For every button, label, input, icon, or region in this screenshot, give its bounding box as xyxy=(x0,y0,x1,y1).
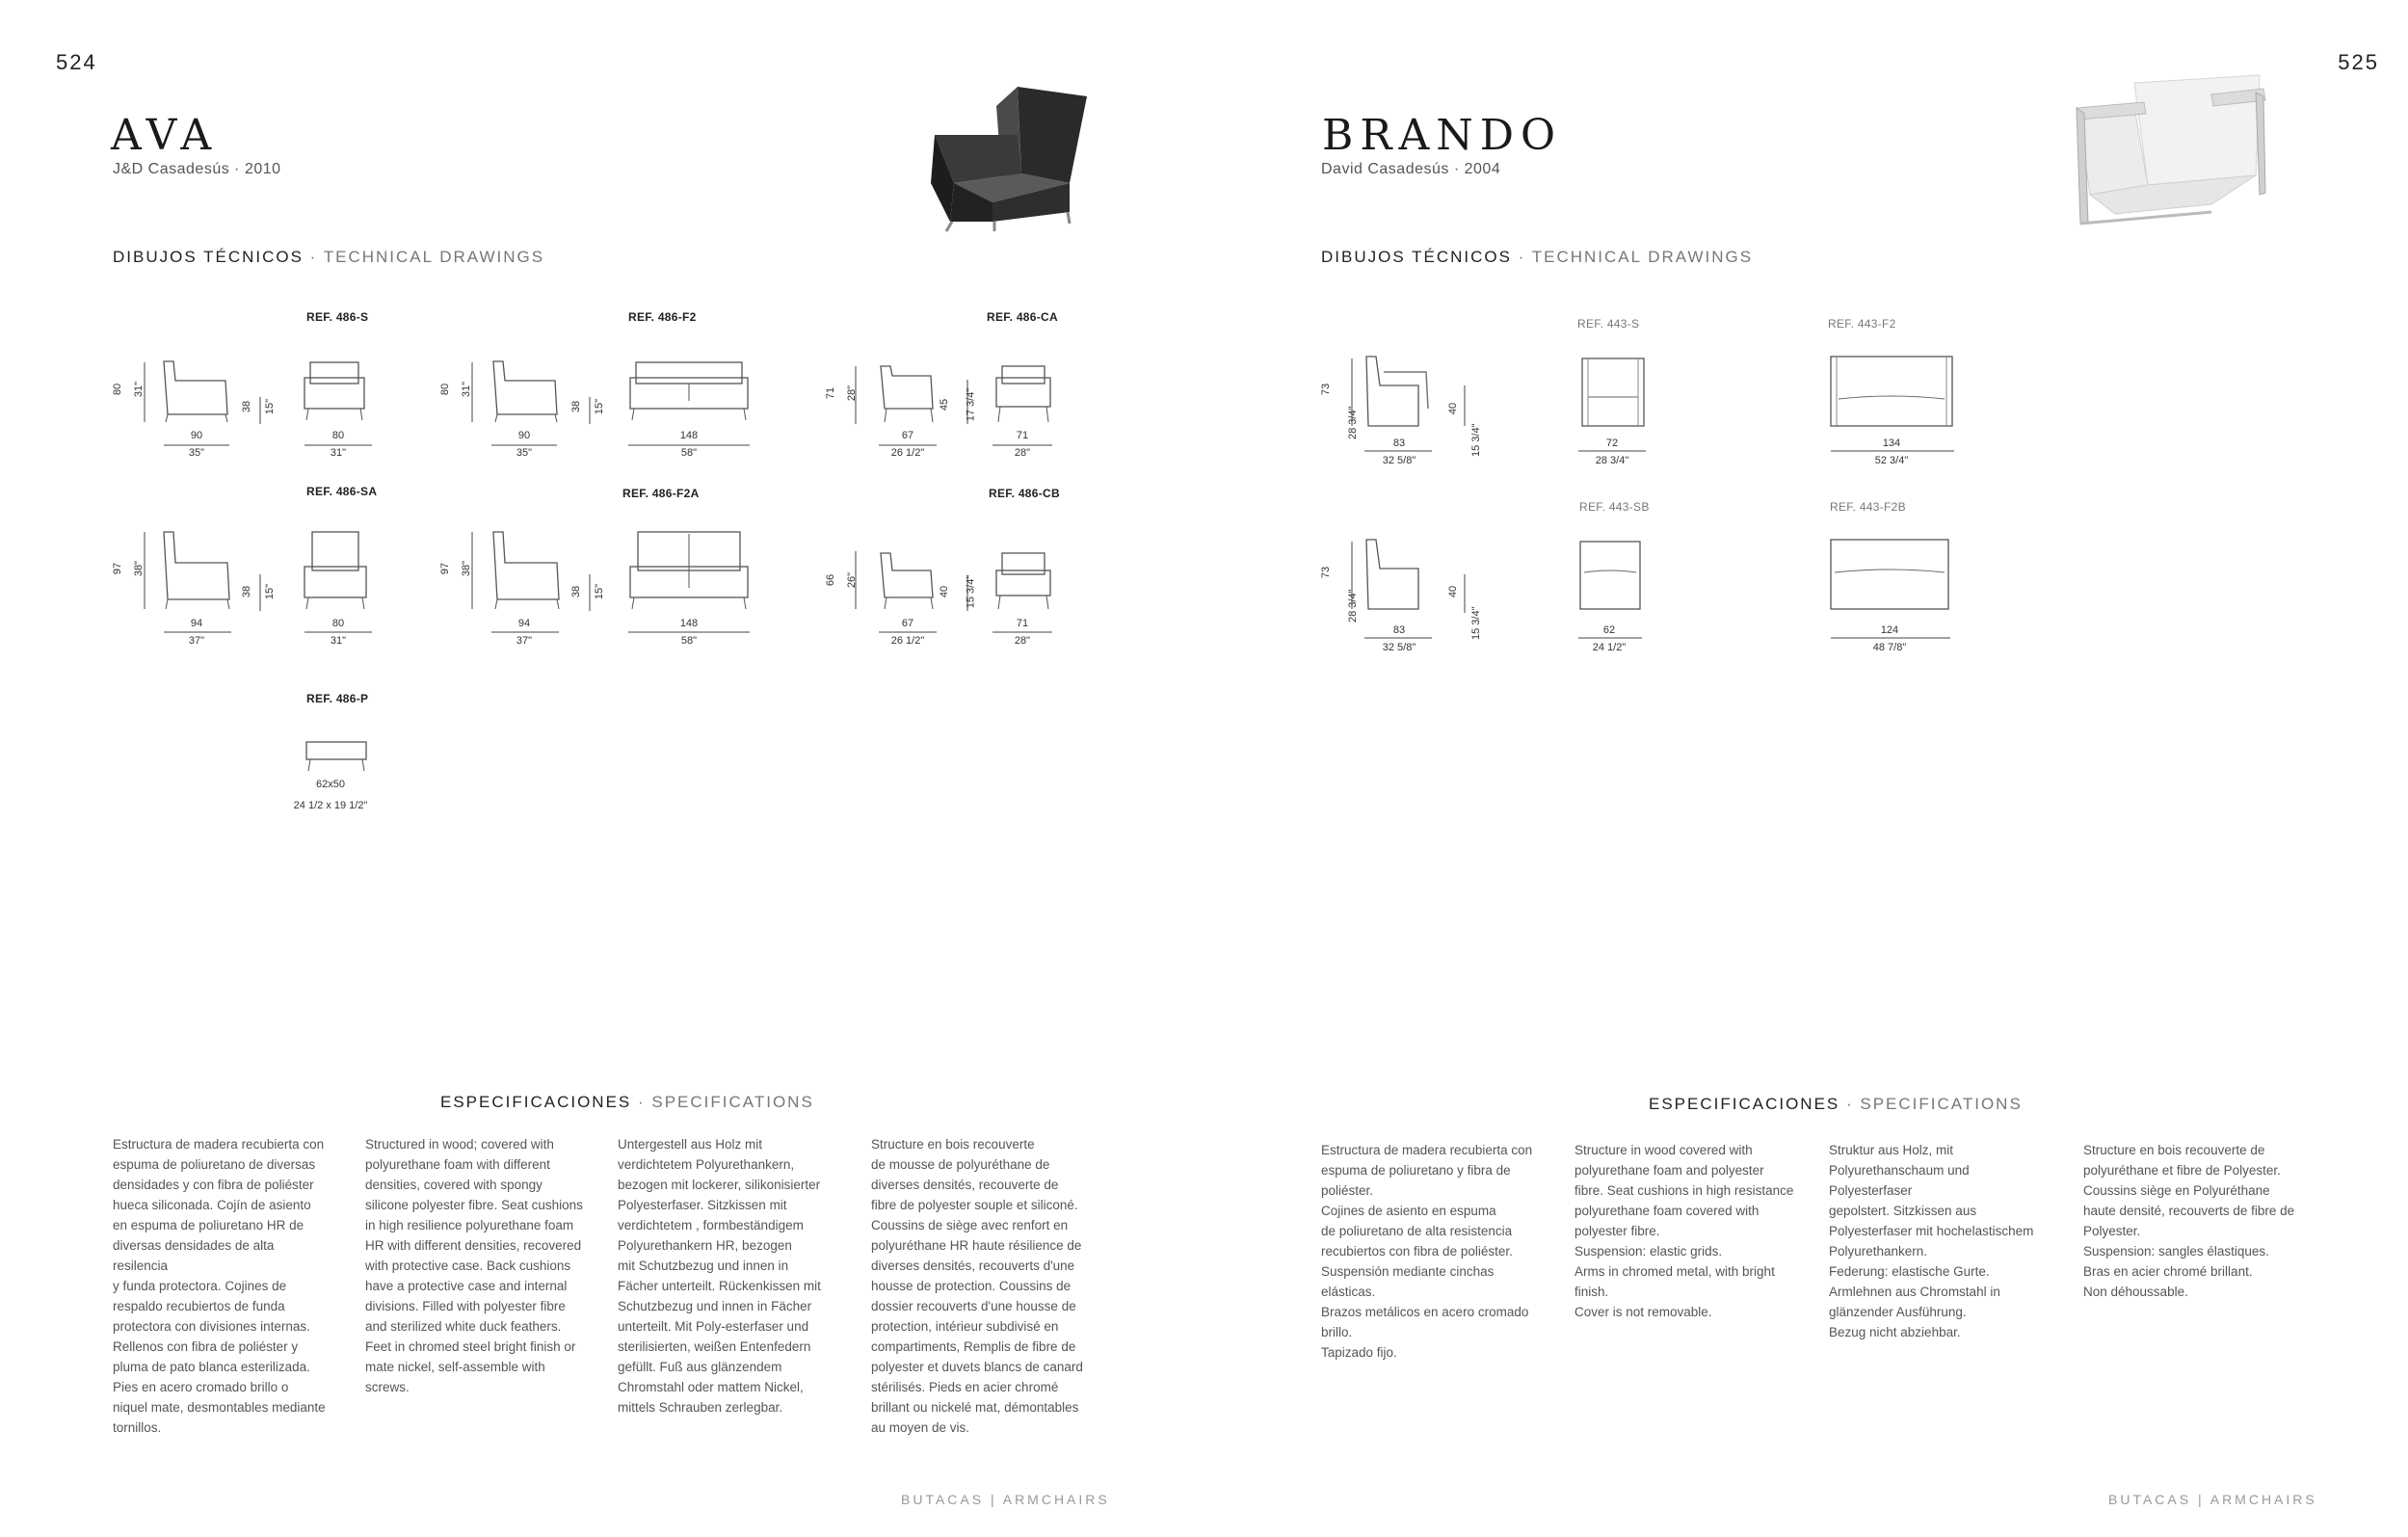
dim-486-cb-width-in: 26 1/2" xyxy=(890,635,925,647)
spec-column-en: Structure in wood covered with polyurethane foam and polyester fibre. Seat cushions in high resistance polyurethane foam covered with polyester fibre. Suspension: elastic grids. Arms in chromed metal, with bright finish. Cover is not removable. xyxy=(1574,1143,1794,1319)
dim-443-s-width-in: 28 3/4" xyxy=(1595,455,1629,466)
dim-486-sa-seat-height-in: 15" xyxy=(264,583,277,600)
dim-486-sa-seat-height: 38 xyxy=(241,585,253,598)
dim-486-ca-width: 67 xyxy=(901,430,914,441)
spec-column-es: Estructura de madera recubierta con espuma de poliuretano de diversas densidades y con fibra de poliéster hueca siliconada. Cojín de asiento en espuma de poliuretano HR de diversas densidades de alta resilencia y funda protectora. Cojines de respaldo recubiertos de funda protectora con divisiones internas. Rellenos con fibra de poliéster y pluma de pato blanca esterilizada. Pies en acero cromado brillo o niquel mate, desmontables mediante tornillos. xyxy=(113,1137,326,1435)
dim-486-s-seat-height-in: 15" xyxy=(264,398,277,415)
spec-column-de: Struktur aus Holz, mit Polyurethanschaum und Polyesterfaser gepolstert. Sitzkissen aus Polyesterfaser mit hochelastischem Polyurethankern. Federung: elastische Gurte. Armlehnen aus Chromstahl in glänzender Ausführung. Bezug nicht abziehbar. xyxy=(1829,1143,2034,1339)
right-page xyxy=(1204,0,2408,1537)
dim-486-sa-front-width: 80 xyxy=(331,618,345,629)
ref-486-f2: REF. 486-F2 xyxy=(628,310,697,324)
dim-486-f2-seat-height-in: 15" xyxy=(594,398,606,415)
dim-486-s-front-width: 80 xyxy=(331,430,345,441)
dim-486-ca-front-width: 71 xyxy=(1016,430,1029,441)
dim-486-cb-height: 66 xyxy=(825,573,837,587)
dim-486-f2a-width-in: 37" xyxy=(516,635,533,647)
dim-486-cb-front-width: 71 xyxy=(1016,618,1029,629)
ref-443-s: REF. 443-S xyxy=(1577,317,1640,331)
dim-486-sa-width: 94 xyxy=(190,618,203,629)
dim-486-ca-seat-height-in: 17 3/4" xyxy=(965,387,977,422)
specifications-separator: · xyxy=(1839,1095,1861,1113)
product-title: BRANDO xyxy=(1322,111,1563,160)
product-title: AVA xyxy=(111,111,219,160)
dim-486-ca-height-in: 28" xyxy=(846,384,859,402)
dim-486-f2-front-width-in: 58" xyxy=(680,447,698,459)
dim-486-f2-width: 90 xyxy=(517,430,531,441)
dim-486-f2a-height: 97 xyxy=(439,562,452,575)
dim-443-s-depth: 83 xyxy=(1392,437,1406,449)
dim-486-s-width: 90 xyxy=(190,430,203,441)
technical-drawings-secondary: TECHNICAL DRAWINGS xyxy=(323,248,545,266)
dim-443-sb-depth-in: 32 5/8" xyxy=(1382,642,1416,653)
dim-486-f2a-front-width-in: 58" xyxy=(680,635,698,647)
footer-section-label: BUTACAS | ARMCHAIRS xyxy=(901,1492,1110,1507)
product-subtitle: J&D Casadesús · 2010 xyxy=(113,161,281,177)
dim-486-s-height-in: 31" xyxy=(133,381,146,398)
ref-443-f2: REF. 443-F2 xyxy=(1828,317,1896,331)
dim-486-p-size-in: 24 1/2 x 19 1/2" xyxy=(293,800,368,811)
ref-486-s: REF. 486-S xyxy=(306,310,369,324)
dim-443-sb-depth: 83 xyxy=(1392,624,1406,636)
dim-443-s-seat-height: 40 xyxy=(1447,402,1460,415)
ref-443-f2b: REF. 443-F2B xyxy=(1830,500,1906,514)
ref-486-ca: REF. 486-CA xyxy=(987,310,1058,324)
dim-486-ca-height: 71 xyxy=(825,386,837,400)
specifications-heading xyxy=(440,1093,814,1112)
specifications-secondary: SPECIFICATIONS xyxy=(651,1093,814,1111)
dim-486-sa-front-width-in: 31" xyxy=(330,635,347,647)
specifications-primary: ESPECIFICACIONES xyxy=(440,1093,632,1111)
spec-column-de: Untergestell aus Holz mit verdichtetem Polyurethankern, bezogen mit lockerer, silikonisierter Polyesterfaser. Sitzkissen mit verdichtetem , formbeständigem Polyurethankern HR, bezogen mit Schutzbezug und innen in Fächer unterteilt. Rückenkissen mit Schutzbezug und innen in Fächer unterteilt. Mit Poly-esterfaser und sterilisierten, weißen Entenfedern gefüllt. Fuß aus glänzendem Chromstahl oder mattem Nickel, mittels Schrauben zerlegbar. xyxy=(618,1137,821,1415)
dim-443-sb-seat-height-in: 15 3/4" xyxy=(1470,606,1482,640)
technical-drawings-secondary: TECHNICAL DRAWINGS xyxy=(1531,248,1754,266)
specifications-primary: ESPECIFICACIONES xyxy=(1649,1095,1840,1113)
dim-486-cb-front-width-in: 28" xyxy=(1014,635,1031,647)
product-subtitle: David Casadesús · 2004 xyxy=(1321,161,1501,177)
dim-443-f2b-width: 124 xyxy=(1880,624,1899,636)
ref-486-p-drawing xyxy=(303,738,370,773)
dim-486-cb-height-in: 26" xyxy=(846,571,859,589)
spec-column-es: Estructura de madera recubierta con espuma de poliuretano y fibra de poliéster. Cojines de asiento en espuma de poliuretano de alta resistencia recubiertos con fibra de poliéster. Suspensión mediante cinchas elásticas. Brazos metálicos en acero cromado brillo. Tapizado fijo. xyxy=(1321,1143,1533,1360)
dim-443-s-height-in: 28 3/4" xyxy=(1347,406,1359,439)
dim-486-f2a-front-width: 148 xyxy=(679,618,699,629)
technical-drawings-primary: DIBUJOS TÉCNICOS xyxy=(1321,248,1512,266)
specifications-heading xyxy=(1649,1095,2023,1114)
dim-443-sb-height-in: 28 3/4" xyxy=(1347,589,1359,623)
dim-486-s-width-in: 35" xyxy=(188,447,205,459)
dim-443-s-width: 72 xyxy=(1605,437,1619,449)
dim-443-sb-width-in: 24 1/2" xyxy=(1592,642,1627,653)
ref-486-p: REF. 486-P xyxy=(306,692,369,705)
dim-443-s-seat-height-in: 15 3/4" xyxy=(1470,423,1482,457)
dim-486-f2-front-width: 148 xyxy=(679,430,699,441)
dim-486-ca-front-width-in: 28" xyxy=(1014,447,1031,459)
dim-443-s-height: 73 xyxy=(1320,383,1333,396)
dim-486-s-seat-height: 38 xyxy=(241,400,253,413)
technical-drawings-separator: · xyxy=(1511,248,1532,266)
dim-443-f2-width-in: 52 3/4" xyxy=(1874,455,1909,466)
page-number: 525 xyxy=(2338,50,2379,74)
dim-486-sa-height-in: 38" xyxy=(133,560,146,577)
page-number: 524 xyxy=(56,50,97,74)
dim-486-f2a-height-in: 38" xyxy=(461,560,473,577)
dim-486-f2a-seat-height-in: 15" xyxy=(594,583,606,600)
dim-486-s-height: 80 xyxy=(112,383,124,396)
dim-486-f2-height: 80 xyxy=(439,383,452,396)
dim-486-p-size: 62x50 xyxy=(316,779,345,790)
dim-486-ca-seat-height: 45 xyxy=(939,398,951,411)
dim-486-sa-width-in: 37" xyxy=(188,635,205,647)
dim-486-f2-height-in: 31" xyxy=(461,381,473,398)
dim-443-sb-width: 62 xyxy=(1602,624,1616,636)
dim-486-f2-width-in: 35" xyxy=(516,447,533,459)
spec-column-fr: Structure en bois recouverte de polyuréthane et fibre de Polyester. Coussins siège en Polyuréthane haute densité, recouverts de fibre de Polyester. Suspension: sangles élastiques. Bras en acier chromé brillant. Non déhoussable. xyxy=(2083,1143,2295,1299)
dim-486-ca-width-in: 26 1/2" xyxy=(890,447,925,459)
dim-486-sa-height: 97 xyxy=(112,562,124,575)
ref-443-sb: REF. 443-SB xyxy=(1579,500,1650,514)
dim-486-f2a-width: 94 xyxy=(517,618,531,629)
dim-486-cb-seat-height-in: 15 3/4" xyxy=(965,574,977,609)
technical-drawings-separator: · xyxy=(303,248,324,266)
dim-486-cb-width: 67 xyxy=(901,618,914,629)
spec-column-en: Structured in wood; covered with polyurethane foam with different densities, covered with spongy silicone polyester fibre. Seat cushions in high resilience polyurethane foam HR with different densities, recovered with protective case. Back cushions have a protective case and internal divisions. Filled with polyester fibre and sterilized white duck feathers. Feet in chromed steel bright finish or mate nickel, self-assemble with screws. xyxy=(365,1137,583,1394)
dim-443-f2-width: 134 xyxy=(1882,437,1901,449)
ref-486-f2a: REF. 486-F2A xyxy=(622,487,700,500)
dim-486-f2a-seat-height: 38 xyxy=(570,585,583,598)
dim-486-s-front-width-in: 31" xyxy=(330,447,347,459)
ref-486-sa: REF. 486-SA xyxy=(306,485,378,498)
ref-486-cb: REF. 486-CB xyxy=(989,487,1060,500)
spec-column-fr: Structure en bois recouverte de mousse de polyuréthane de diverses densités, recouverte de fibre de polyester souple et siliconé. Coussins de siège avec renfort en polyuréthane HR haute résilience de diverses densités, recouverts d'une housse de protection. Coussins de dossier recouverts d'une housse de protection, intérieur subdivisé en compartiments, Remplis de fibre de polyester et duvets blancs de canard stérilisés. Pieds en acier chromé brillant ou nickelé mat, démontables au moyen de vis. xyxy=(871,1137,1083,1435)
dim-486-cb-seat-height: 40 xyxy=(939,585,951,598)
footer-section-label: BUTACAS | ARMCHAIRS xyxy=(2108,1492,2317,1507)
specifications-separator: · xyxy=(631,1093,652,1111)
technical-drawings-primary: DIBUJOS TÉCNICOS xyxy=(113,248,304,266)
specifications-secondary: SPECIFICATIONS xyxy=(1860,1095,2023,1113)
dim-443-sb-seat-height: 40 xyxy=(1447,585,1460,598)
dim-443-s-depth-in: 32 5/8" xyxy=(1382,455,1416,466)
dim-443-f2b-width-in: 48 7/8" xyxy=(1872,642,1907,653)
dim-486-f2-seat-height: 38 xyxy=(570,400,583,413)
dim-443-sb-height: 73 xyxy=(1320,566,1333,579)
